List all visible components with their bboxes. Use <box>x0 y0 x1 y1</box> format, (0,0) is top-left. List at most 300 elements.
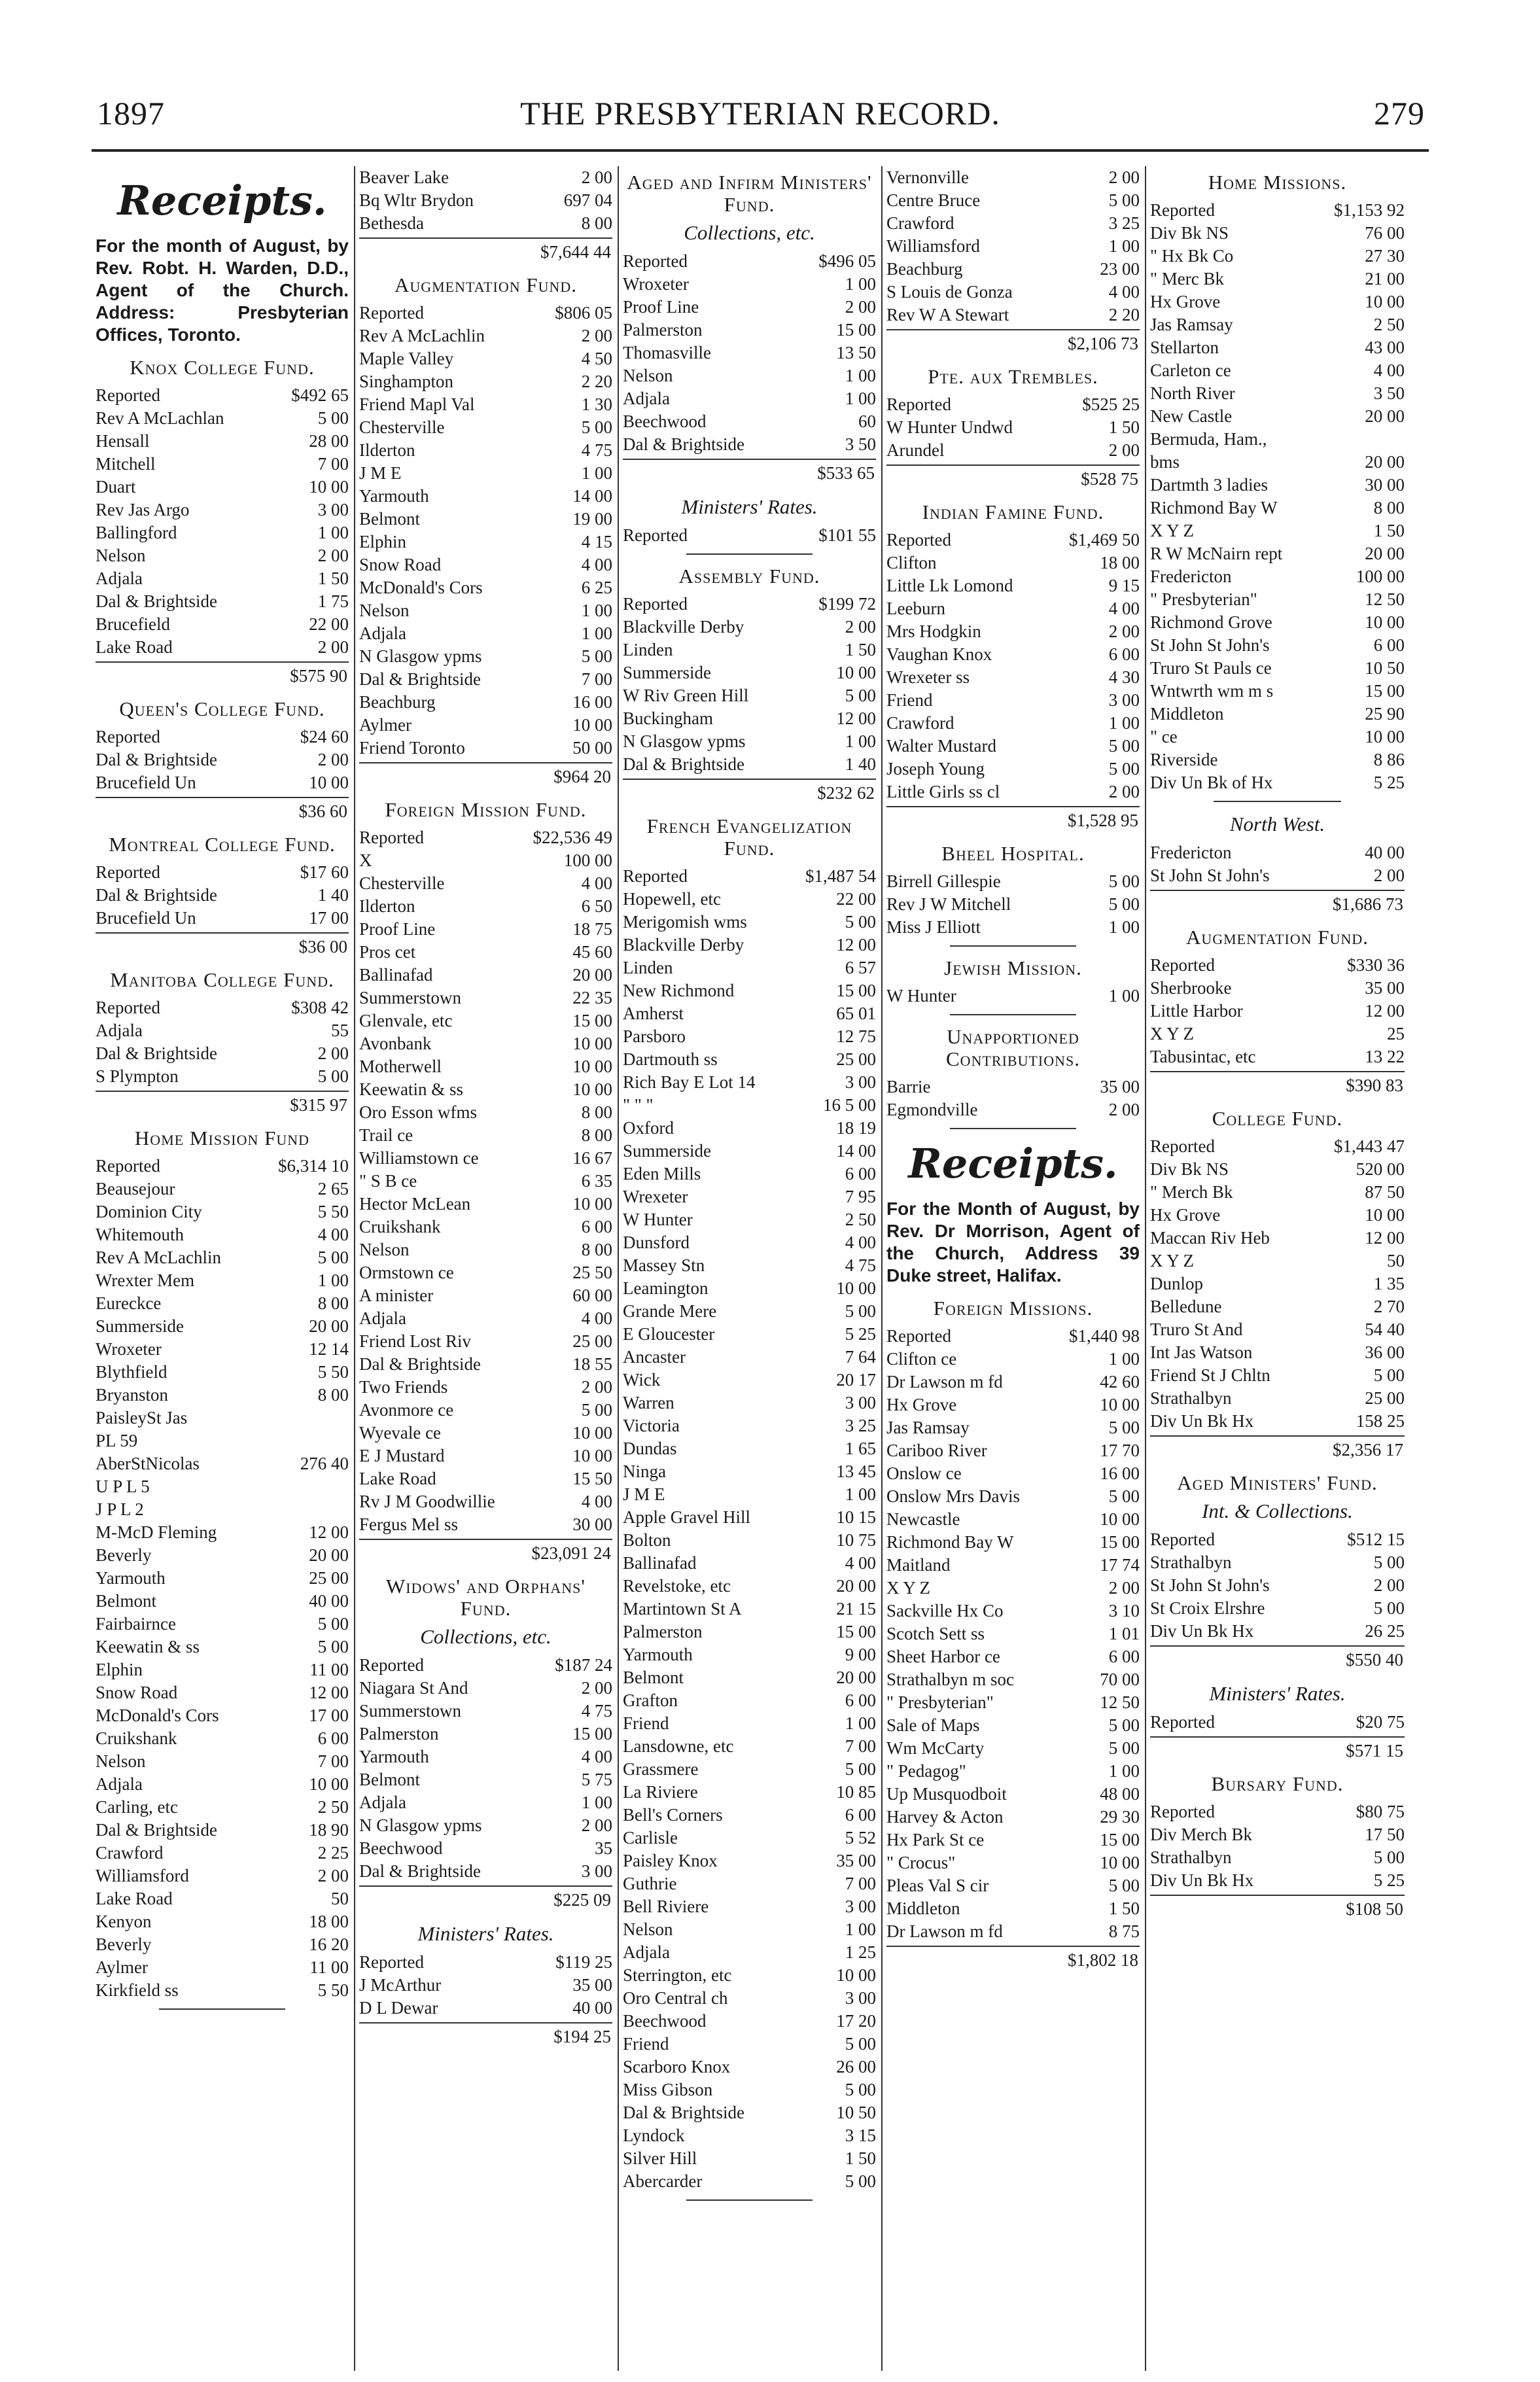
receipt-row <box>1150 841 1405 864</box>
receipt-row <box>623 2056 876 2078</box>
receipt-row <box>623 1300 876 1323</box>
receipt-row <box>359 895 612 918</box>
contributor-name: Mitchell <box>96 454 156 474</box>
fund-subheading: Collections, etc. <box>420 1625 551 1648</box>
amount: 5 00 <box>581 1400 612 1420</box>
amount: 3 00 <box>845 1072 876 1092</box>
contributor-name: Fredericton <box>1150 567 1232 586</box>
contributor-name: Warren <box>623 1393 674 1412</box>
receipt-row <box>359 347 612 370</box>
contributor-name: Palmerston <box>359 1724 439 1743</box>
contributor-name: Avonmore ce <box>359 1400 454 1420</box>
contributor-name: Hx Grove <box>1150 1205 1221 1225</box>
receipt-row <box>96 1361 349 1384</box>
contributor-name: Reported <box>1150 1530 1215 1549</box>
receipt-row <box>359 1997 612 2020</box>
contributor-name: Amherst <box>623 1004 684 1023</box>
receipt-row <box>623 2147 876 2170</box>
contributor-name: Rich Bay E Lot 14 <box>623 1072 756 1092</box>
amount <box>346 1475 349 1498</box>
contributor-name: N Glasgow ypms <box>359 646 482 666</box>
amount: 10 15 <box>836 1507 876 1527</box>
fund-heading: Indian Famine Fund. <box>922 500 1104 523</box>
amount: 12 00 <box>836 935 876 955</box>
contributor-name: Linden <box>623 958 673 977</box>
amount: 25 00 <box>1365 1388 1405 1408</box>
receipt-row <box>623 410 876 433</box>
amount <box>1402 428 1405 451</box>
contributor-name: E J Mustard <box>359 1446 445 1465</box>
amount: 2 50 <box>317 1797 349 1817</box>
amount: 8 86 <box>1373 750 1405 769</box>
amount: 2 00 <box>845 297 876 317</box>
contributor-name: Glenvale, etc <box>359 1011 453 1030</box>
receipt-row <box>1150 313 1405 336</box>
amount: 12 00 <box>309 1522 349 1542</box>
contributor-name: Nelson <box>96 546 146 565</box>
receipt-row <box>96 1407 349 1429</box>
receipt-row <box>886 393 1140 416</box>
contributor-name: Lyndock <box>623 2126 685 2145</box>
receipt-row <box>623 433 876 456</box>
contributor-name: Summerside <box>96 1316 184 1336</box>
contributor-name: Lansdowne, etc <box>623 1736 734 1756</box>
contributor-name: Motherwell <box>359 1057 442 1076</box>
amount: 1 75 <box>317 591 349 611</box>
contributor-name: Reported <box>96 727 160 746</box>
receipt-row <box>1150 1800 1405 1823</box>
amount: 6 50 <box>581 896 612 916</box>
amount: 1 00 <box>845 274 876 294</box>
contributor-name: X <box>359 850 372 870</box>
amount: 1 50 <box>845 2148 876 2168</box>
contributor-name: Riverside <box>1150 750 1218 769</box>
contributor-name: " ce <box>1150 727 1178 746</box>
amount: 40 00 <box>309 1591 349 1611</box>
amount: 100 00 <box>1356 567 1405 586</box>
contributor-name: Wrexeter ss <box>886 667 970 687</box>
contributor-name: Kenyon <box>96 1912 152 1931</box>
receipt-row <box>623 1689 876 1712</box>
receipt-row <box>886 529 1140 552</box>
contributor-name: Mrs Hodgkin <box>886 622 981 641</box>
amount: 4 00 <box>581 1308 612 1328</box>
contributor-name: " " " <box>623 1095 654 1115</box>
contributor-name: Beachburg <box>359 692 436 712</box>
contributor-name: Hensall <box>96 431 150 451</box>
receipt-row <box>359 1791 612 1814</box>
amount: 5 25 <box>845 1324 876 1344</box>
fund-subheading: Int. & Collections. <box>1202 1499 1353 1522</box>
amount: 10 00 <box>309 1774 349 1794</box>
contributor-name: Arundel <box>886 440 945 460</box>
receipt-row <box>623 979 876 1002</box>
amount: 1 65 <box>845 1439 876 1458</box>
receipt-row <box>96 613 349 636</box>
amount: 5 25 <box>1373 773 1405 792</box>
contributor-name: Middleton <box>1150 704 1224 724</box>
receipt-row <box>359 941 612 964</box>
receipt-row <box>1150 382 1405 405</box>
contributor-name: Leeburn <box>886 599 945 618</box>
contributor-name: Beechwood <box>359 1838 443 1858</box>
contributor-name: S Louis de Gonza <box>886 282 1013 302</box>
receipt-row <box>359 1101 612 1124</box>
contributor-name: Silver Hill <box>623 2148 697 2168</box>
contributor-name: Adjala <box>96 1774 143 1794</box>
contributor-name: Nelson <box>623 1919 673 1939</box>
receipt-row <box>623 1712 876 1735</box>
receipt-row <box>359 1078 612 1101</box>
amount: 276 40 <box>300 1454 349 1473</box>
fund-heading: College Fund. <box>1212 1107 1343 1130</box>
contributor-name: Wroxeter <box>623 274 689 294</box>
contributor-name: W Hunter Undwd <box>886 417 1013 437</box>
receipt-row <box>96 384 349 407</box>
amount: 1 50 <box>845 640 876 659</box>
total-amount: $533 65 <box>817 463 875 483</box>
receipt-row <box>886 893 1140 916</box>
receipt-row <box>886 758 1140 780</box>
amount: 25 <box>1387 1024 1405 1043</box>
contributor-name: Dal & Brightside <box>96 885 217 905</box>
receipt-row <box>1150 565 1405 588</box>
receipt-row <box>623 1392 876 1414</box>
amount: 54 40 <box>1365 1320 1405 1339</box>
receipt-row <box>96 1292 349 1315</box>
contributor-name: Pros cet <box>359 942 416 962</box>
amount: 65 01 <box>836 1004 876 1023</box>
amount: 2 00 <box>1373 866 1405 885</box>
amount: 16 67 <box>572 1148 612 1168</box>
receipt-row <box>623 1918 876 1941</box>
contributor-name: Lake Road <box>96 1889 173 1908</box>
amount: 35 00 <box>1365 978 1405 998</box>
fund-heading: Assembly Fund. <box>678 565 820 587</box>
receipt-row <box>359 166 612 189</box>
amount: 5 00 <box>317 1637 349 1656</box>
receipt-row <box>96 907 349 930</box>
fund-total <box>96 1091 349 1117</box>
receipt-row <box>359 462 612 485</box>
receipt-row <box>1150 405 1405 428</box>
fund-subheading: Ministers' Rates. <box>1209 1682 1346 1705</box>
receipt-row <box>886 1783 1140 1806</box>
amount: 4 00 <box>845 1233 876 1252</box>
contributor-name: " Presbyterian" <box>1150 589 1257 609</box>
contributor-name: Richmond Bay W <box>886 1532 1014 1552</box>
amount: 3 25 <box>1108 213 1140 233</box>
amount: 2 00 <box>581 167 612 187</box>
contributor-name: Hector McLean <box>359 1194 471 1214</box>
contributor-name: Proof Line <box>623 297 699 317</box>
amount: 15 00 <box>836 1622 876 1641</box>
receipt-row <box>96 1475 349 1498</box>
receipt-row <box>96 1315 349 1338</box>
amount: 36 00 <box>1365 1342 1405 1362</box>
contributor-name: Grafton <box>623 1690 678 1710</box>
amount: 2 00 <box>317 637 349 657</box>
amount: 26 25 <box>1365 1621 1405 1641</box>
receipt-row <box>1150 222 1405 245</box>
amount: $80 75 <box>1356 1802 1405 1821</box>
amount: 100 00 <box>563 850 612 870</box>
receipt-row <box>623 1620 876 1643</box>
contributor-name: Reported <box>623 866 688 886</box>
contributor-name: Div Un Bk of Hx <box>1150 773 1273 792</box>
amount: 10 00 <box>572 1423 612 1443</box>
amount: 30 00 <box>572 1515 612 1534</box>
amount: 4 00 <box>1108 599 1140 618</box>
contributor-name: Oro Esson wfms <box>359 1102 477 1122</box>
receipt-row <box>359 1837 612 1860</box>
contributor-name: Walter Mustard <box>886 736 997 756</box>
amount: 10 00 <box>836 663 876 682</box>
receipt-row <box>886 1531 1140 1554</box>
header-year: 1897 <box>97 95 165 131</box>
contributor-name: Summerside <box>623 663 711 682</box>
receipt-row <box>623 1666 876 1689</box>
receipt-row <box>96 1658 349 1681</box>
contributor-name: Up Musquodboit <box>886 1784 1007 1804</box>
amount: 18 00 <box>309 1912 349 1931</box>
contributor-name: Rev A McLachlan <box>96 408 224 428</box>
amount: 10 00 <box>572 1079 612 1099</box>
contributor-name: Beaver Lake <box>359 167 449 187</box>
receipt-row <box>623 934 876 956</box>
receipt-row <box>886 1348 1140 1371</box>
receipt-row <box>359 1376 612 1399</box>
amount: 15 00 <box>572 1011 612 1030</box>
receipt-row <box>1150 1204 1405 1227</box>
contributor-name: Strathalbyn m soc <box>886 1670 1014 1689</box>
fund-section <box>623 171 876 485</box>
contributor-name: Div Un Bk Hx <box>1150 1870 1254 1890</box>
receipt-row <box>623 1506 876 1529</box>
receipt-row <box>623 1346 876 1369</box>
amount: 20 00 <box>309 1316 349 1336</box>
receipt-row <box>886 712 1140 735</box>
amount: 158 25 <box>1356 1411 1405 1431</box>
receipt-row <box>96 430 349 453</box>
receipt-row <box>623 1529 876 1552</box>
contributor-name: Hx Grove <box>1150 292 1221 311</box>
receipt-row <box>886 1691 1140 1714</box>
total-amount: $108 50 <box>1346 1899 1403 1919</box>
amount: 5 00 <box>1108 871 1140 891</box>
amount: 2 00 <box>581 326 612 345</box>
amount: 5 50 <box>317 1202 349 1221</box>
receipt-row <box>623 1849 876 1872</box>
receipt-row <box>886 1416 1140 1439</box>
contributor-name: Reported <box>1150 1802 1215 1821</box>
amount: 8 00 <box>1373 498 1405 517</box>
amount: 50 00 <box>572 738 612 758</box>
amount: 13 45 <box>836 1462 876 1481</box>
contributor-name: Ancaster <box>623 1347 686 1367</box>
amount: $1,443 47 <box>1334 1136 1405 1156</box>
contributor-name: Yarmouth <box>96 1568 166 1588</box>
contributor-name: McDonald's Cors <box>96 1706 219 1725</box>
receipt-row <box>623 1071 876 1094</box>
receipt-row <box>623 387 876 410</box>
amount: 22 35 <box>572 988 612 1007</box>
amount: 2 00 <box>845 617 876 637</box>
contributor-name: Crawford <box>886 213 954 233</box>
amount: 12 00 <box>836 709 876 728</box>
receipt-row <box>623 319 876 342</box>
receipt-row <box>623 707 876 730</box>
fund-heading: Unapportioned Contributions. <box>946 1025 1080 1070</box>
amount: 16 00 <box>1100 1463 1140 1483</box>
amount: 5 00 <box>317 1066 349 1086</box>
amount: 25 00 <box>309 1568 349 1588</box>
amount: 1 30 <box>581 394 612 414</box>
fund-heading: Manitoba College Fund. <box>110 968 334 991</box>
fund-heading: Widows' and Orphans' Fund. <box>386 1575 586 1620</box>
amount: 6 35 <box>581 1171 612 1191</box>
contributor-name: Kirkfield ss <box>96 1980 179 2000</box>
contributor-name: Dal & Brightside <box>623 2103 744 2122</box>
receipt-row <box>623 1895 876 1918</box>
column-1 <box>92 166 355 2371</box>
receipt-row <box>623 1140 876 1163</box>
receipt-row <box>1150 1364 1405 1387</box>
contributor-name: Eureckce <box>96 1293 162 1313</box>
receipt-row <box>1150 1227 1405 1250</box>
receipt-row <box>1150 542 1405 565</box>
fund-subheading: Ministers' Rates. <box>417 1922 554 1945</box>
receipt-row <box>623 1231 876 1254</box>
contributor-name: Reported <box>359 1952 424 1972</box>
receipt-row <box>886 1920 1140 1943</box>
fund-total <box>96 661 349 688</box>
receipt-row <box>1150 1295 1405 1318</box>
receipt-row <box>1150 1158 1405 1181</box>
receipt-row <box>623 1025 876 1048</box>
receipt-row <box>359 849 612 872</box>
receipt-row <box>96 567 349 590</box>
contributor-name: Brucefield Un <box>96 773 196 792</box>
amount: 50 <box>331 1889 349 1908</box>
amount: 13 50 <box>836 343 876 362</box>
section-divider <box>686 2199 813 2201</box>
fund-heading: Bheel Hospital. <box>941 842 1085 865</box>
receipt-row <box>359 1677 612 1700</box>
fund-total <box>359 1539 612 1565</box>
contributor-name: Friend St J Chltn <box>1150 1365 1270 1385</box>
receipt-row <box>96 748 349 771</box>
amount: 6 00 <box>581 1217 612 1236</box>
amount: 1 00 <box>1108 1761 1140 1781</box>
contributor-name: " Hx Bk Co <box>1150 246 1234 266</box>
receipt-row <box>359 416 612 439</box>
receipt-row <box>886 780 1140 803</box>
amount: 5 52 <box>845 1828 876 1848</box>
amount: 10 00 <box>572 1194 612 1214</box>
receipt-row <box>96 1613 349 1636</box>
receipt-row <box>96 1338 349 1361</box>
contributor-name: Reported <box>1150 1712 1215 1732</box>
contributor-name: Chesterville <box>359 873 445 893</box>
amount: 20 00 <box>1365 406 1405 426</box>
receipt-row <box>359 1490 612 1513</box>
contributor-name: Yarmouth <box>359 486 429 506</box>
contributor-name: Pleas Val S cir <box>886 1876 989 1895</box>
contributor-name: Reported <box>1150 955 1215 975</box>
receipt-row <box>359 553 612 576</box>
amount: 1 01 <box>1108 1624 1140 1643</box>
fund-section <box>1150 1682 1405 1762</box>
amount: 5 50 <box>317 1980 349 2000</box>
total-amount: $36 00 <box>298 937 347 956</box>
contributor-name: Crawford <box>886 713 954 733</box>
receipt-row <box>886 916 1140 939</box>
receipt-row <box>886 1668 1140 1691</box>
amount: 1 00 <box>845 1919 876 1939</box>
amount: 1 00 <box>317 1270 349 1290</box>
fund-total <box>96 797 349 823</box>
receipt-row <box>359 737 612 760</box>
amount: 1 00 <box>581 623 612 643</box>
contributor-name: Linden <box>623 640 673 659</box>
amount: 6 57 <box>845 958 876 977</box>
amount: 2 00 <box>1108 167 1140 187</box>
fund-heading: Aged and Infirm Ministers' Fund. <box>627 171 872 216</box>
receipt-row <box>96 476 349 499</box>
fund-total <box>1150 1736 1405 1762</box>
amount: 45 60 <box>572 942 612 962</box>
amount: 2 00 <box>581 1815 612 1835</box>
contributor-name: St John St John's <box>1150 635 1270 655</box>
amount: 8 00 <box>581 1240 612 1259</box>
receipt-row <box>623 250 876 273</box>
contributor-name: Nelson <box>96 1751 146 1771</box>
contributor-name: Wrexeter <box>623 1187 688 1206</box>
receipt-row <box>886 212 1140 235</box>
amount: 7 00 <box>317 454 349 474</box>
contributor-name: Yarmouth <box>359 1747 429 1766</box>
amount: 2 00 <box>317 546 349 565</box>
contributor-name: Hx Park St ce <box>886 1830 985 1849</box>
amount: 48 00 <box>1100 1784 1140 1804</box>
amount: 16 5 00 <box>823 1095 876 1115</box>
amount: 26 00 <box>836 2057 876 2076</box>
receipt-row <box>623 1575 876 1598</box>
receipt-row <box>886 1874 1140 1897</box>
receipt-row <box>359 1147 612 1170</box>
contributor-name: McDonald's Cors <box>359 578 483 597</box>
amount: 10 00 <box>309 477 349 497</box>
amount: 1 00 <box>1108 917 1140 937</box>
contributor-name: Parsboro <box>623 1026 686 1046</box>
contributor-name: Friend Toronto <box>359 738 465 758</box>
receipt-row <box>1150 1410 1405 1433</box>
column-4 <box>883 166 1146 2371</box>
amount: 3 00 <box>317 500 349 519</box>
amount: 18 55 <box>572 1354 612 1374</box>
receipt-row <box>623 911 876 934</box>
total-amount: $1,528 95 <box>1068 811 1138 830</box>
receipt-row <box>359 1745 612 1768</box>
contributor-name: Reported <box>886 530 951 550</box>
contributor-name: Onslow Mrs Davis <box>886 1486 1021 1506</box>
receipt-row <box>886 258 1140 281</box>
amount: 30 00 <box>1365 475 1405 495</box>
fund-section <box>359 166 612 264</box>
receipt-row <box>96 1178 349 1200</box>
receipt-row <box>886 1439 1140 1462</box>
